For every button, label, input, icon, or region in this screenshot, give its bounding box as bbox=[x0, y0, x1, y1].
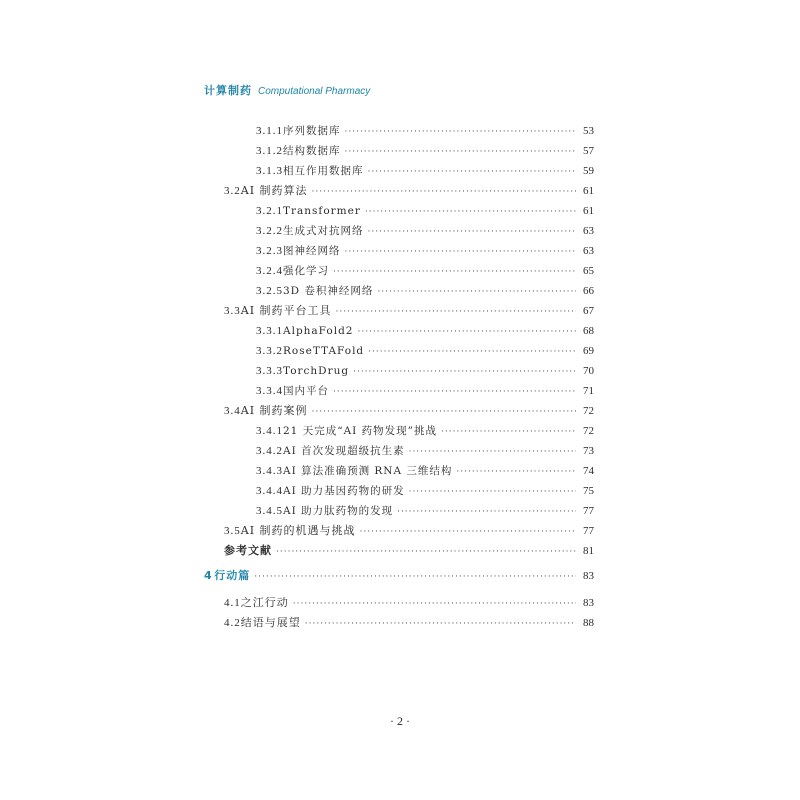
running-head bbox=[204, 82, 370, 98]
dot-leader bbox=[368, 225, 577, 239]
toc-page-number: 72 bbox=[583, 405, 594, 417]
running-head-title-zh: 计算制药 bbox=[204, 84, 252, 97]
dot-leader bbox=[293, 597, 576, 611]
toc-page-number: 61 bbox=[583, 205, 594, 217]
dot-leader bbox=[333, 385, 576, 399]
toc-page-number: 69 bbox=[583, 345, 594, 357]
toc-number: 3.3.4 bbox=[256, 385, 283, 397]
toc-number: 3.2.3 bbox=[256, 245, 283, 257]
dot-leader bbox=[377, 285, 576, 299]
running-head-title-en: Computational Pharmacy bbox=[258, 86, 371, 97]
dot-leader bbox=[357, 325, 576, 339]
toc-number: 4 bbox=[204, 569, 213, 582]
toc-entry-3-3-2 bbox=[256, 344, 594, 358]
toc-page-number: 61 bbox=[583, 185, 594, 197]
toc-entry-3-4-1 bbox=[256, 424, 594, 438]
toc-page-number: 53 bbox=[583, 125, 594, 137]
toc-number: 3.1.2 bbox=[256, 145, 283, 157]
toc-page-number: 65 bbox=[583, 265, 594, 277]
toc-entry-3-3-3 bbox=[256, 364, 594, 378]
toc-number: 3.1.3 bbox=[256, 165, 283, 177]
toc-page-number: 81 bbox=[583, 545, 594, 557]
toc-entry-3-3 bbox=[224, 304, 594, 318]
toc-number: 3.4.1 bbox=[256, 425, 283, 437]
toc-entry-references bbox=[224, 544, 594, 558]
toc-number: 3.4.5 bbox=[256, 505, 283, 517]
page-number: · 2 · bbox=[390, 714, 410, 728]
toc-entry-3-2-2 bbox=[256, 224, 594, 238]
toc-page-number: 63 bbox=[583, 225, 594, 237]
toc-page-number: 83 bbox=[583, 570, 594, 582]
toc-entry-3-4-3 bbox=[256, 464, 594, 478]
toc-title: 参考文献 bbox=[224, 544, 272, 557]
toc-entry-3-3-1 bbox=[256, 324, 594, 338]
toc-page-number: 75 bbox=[583, 485, 594, 497]
toc-number: 3.2.4 bbox=[256, 265, 283, 277]
toc-title: 相互作用数据库 bbox=[283, 165, 364, 177]
toc-page-number: 67 bbox=[583, 305, 594, 317]
toc-title: 结语与展望 bbox=[240, 616, 301, 629]
dot-leader bbox=[305, 617, 576, 631]
toc-entry-3-2 bbox=[224, 184, 594, 198]
toc-page-number: 83 bbox=[583, 597, 594, 609]
toc-page-number: 88 bbox=[583, 617, 594, 629]
toc-entry-3-4-4 bbox=[256, 484, 594, 498]
toc-number: 3.2.1 bbox=[256, 205, 283, 217]
dot-leader bbox=[345, 125, 577, 139]
dot-leader bbox=[368, 345, 576, 359]
toc-title: AI 制药算法 bbox=[240, 184, 308, 197]
toc-title: Transformer bbox=[283, 205, 361, 217]
toc-entry-chapter-4 bbox=[204, 569, 594, 583]
dot-leader bbox=[368, 165, 577, 179]
toc-page-number: 71 bbox=[583, 385, 594, 397]
toc-title: TorchDrug bbox=[283, 365, 350, 377]
toc-page-number: 68 bbox=[583, 325, 594, 337]
toc-entry-3-4-5 bbox=[256, 504, 594, 518]
dot-leader bbox=[456, 465, 576, 479]
dot-leader bbox=[345, 245, 577, 259]
toc-title: AI 制药的机遇与挑战 bbox=[240, 524, 356, 537]
toc-page-number: 70 bbox=[583, 365, 594, 377]
toc-entry-4-2 bbox=[224, 616, 594, 630]
toc-title: 图神经网络 bbox=[283, 245, 341, 257]
toc-title: AI 助力基因药物的研发 bbox=[283, 485, 405, 497]
dot-leader bbox=[312, 405, 576, 419]
toc-title: AI 算法准确预测 RNA 三维结构 bbox=[283, 465, 453, 477]
toc-entry-3-2-3 bbox=[256, 244, 594, 258]
toc-number: 3.3.2 bbox=[256, 345, 283, 357]
toc-number: 3.2.2 bbox=[256, 225, 283, 237]
toc-number: 3.2.5 bbox=[256, 285, 283, 297]
toc-entry-3-3-4 bbox=[256, 384, 594, 398]
toc-number: 3.2 bbox=[224, 185, 241, 197]
dot-leader bbox=[345, 145, 577, 159]
dot-leader bbox=[409, 445, 576, 459]
toc-number: 4.1 bbox=[224, 597, 241, 609]
toc-title: 结构数据库 bbox=[283, 145, 341, 157]
toc-page-number: 72 bbox=[583, 425, 594, 437]
toc-entry-4-1 bbox=[224, 596, 594, 610]
toc-number: 3.4.4 bbox=[256, 485, 283, 497]
toc-entry-3-1-2 bbox=[256, 144, 594, 158]
dot-leader bbox=[276, 545, 576, 559]
toc-title: 之江行动 bbox=[240, 596, 289, 609]
toc-title: AI 制药案例 bbox=[240, 404, 308, 417]
dot-leader bbox=[397, 505, 576, 519]
toc-number: 3.4.2 bbox=[256, 445, 283, 457]
toc-page-number: 66 bbox=[583, 285, 594, 297]
toc-page-number: 74 bbox=[583, 465, 594, 477]
toc-title: 强化学习 bbox=[283, 265, 329, 277]
toc-number: 3.4 bbox=[224, 405, 241, 417]
toc-number: 3.3.3 bbox=[256, 365, 283, 377]
toc-title: AlphaFold2 bbox=[283, 325, 354, 337]
dot-leader bbox=[254, 570, 576, 584]
toc-title: 序列数据库 bbox=[283, 125, 341, 137]
toc-number: 3.4.3 bbox=[256, 465, 283, 477]
toc-title: 生成式对抗网络 bbox=[283, 225, 364, 237]
dot-leader bbox=[409, 485, 576, 499]
toc-entry-3-5 bbox=[224, 524, 594, 538]
toc-number: 4.2 bbox=[224, 617, 241, 629]
toc-entry-3-4 bbox=[224, 404, 594, 418]
toc-entry-3-4-2 bbox=[256, 444, 594, 458]
dot-leader bbox=[441, 425, 576, 439]
toc-entry-3-1-3 bbox=[256, 164, 594, 178]
toc-page-number: 63 bbox=[583, 245, 594, 257]
toc-title: 国内平台 bbox=[283, 385, 329, 397]
dot-leader bbox=[336, 305, 576, 319]
toc-title: 3D 卷积神经网络 bbox=[283, 285, 374, 297]
toc-page-number: 77 bbox=[583, 525, 594, 537]
dot-leader bbox=[333, 265, 576, 279]
dot-leader bbox=[360, 525, 576, 539]
toc-title: RoseTTAFold bbox=[283, 345, 365, 357]
toc-entry-3-2-1 bbox=[256, 204, 594, 218]
dot-leader bbox=[312, 185, 576, 199]
toc-page-number: 77 bbox=[583, 505, 594, 517]
toc-page-number: 59 bbox=[583, 165, 594, 177]
toc-title: AI 首次发现超级抗生素 bbox=[283, 445, 405, 457]
toc-number: 3.1.1 bbox=[256, 125, 283, 137]
toc-number: 3.3.1 bbox=[256, 325, 283, 337]
toc-entry-3-2-4 bbox=[256, 264, 594, 278]
toc-title: 行动篇 bbox=[214, 569, 251, 582]
toc-number: 3.5 bbox=[224, 525, 241, 537]
dot-leader bbox=[365, 205, 576, 219]
toc-entry-3-2-5 bbox=[256, 284, 594, 298]
toc-title: 21 天完成“AI 药物发现”挑战 bbox=[283, 425, 438, 437]
toc-number: 3.3 bbox=[224, 305, 241, 317]
toc-title: AI 制药平台工具 bbox=[240, 304, 332, 317]
toc-entry-3-1-1 bbox=[256, 124, 594, 138]
dot-leader bbox=[353, 365, 576, 379]
toc-title: AI 助力肽药物的发现 bbox=[283, 505, 394, 517]
toc-page-number: 57 bbox=[583, 145, 594, 157]
toc-page-number: 73 bbox=[583, 445, 594, 457]
